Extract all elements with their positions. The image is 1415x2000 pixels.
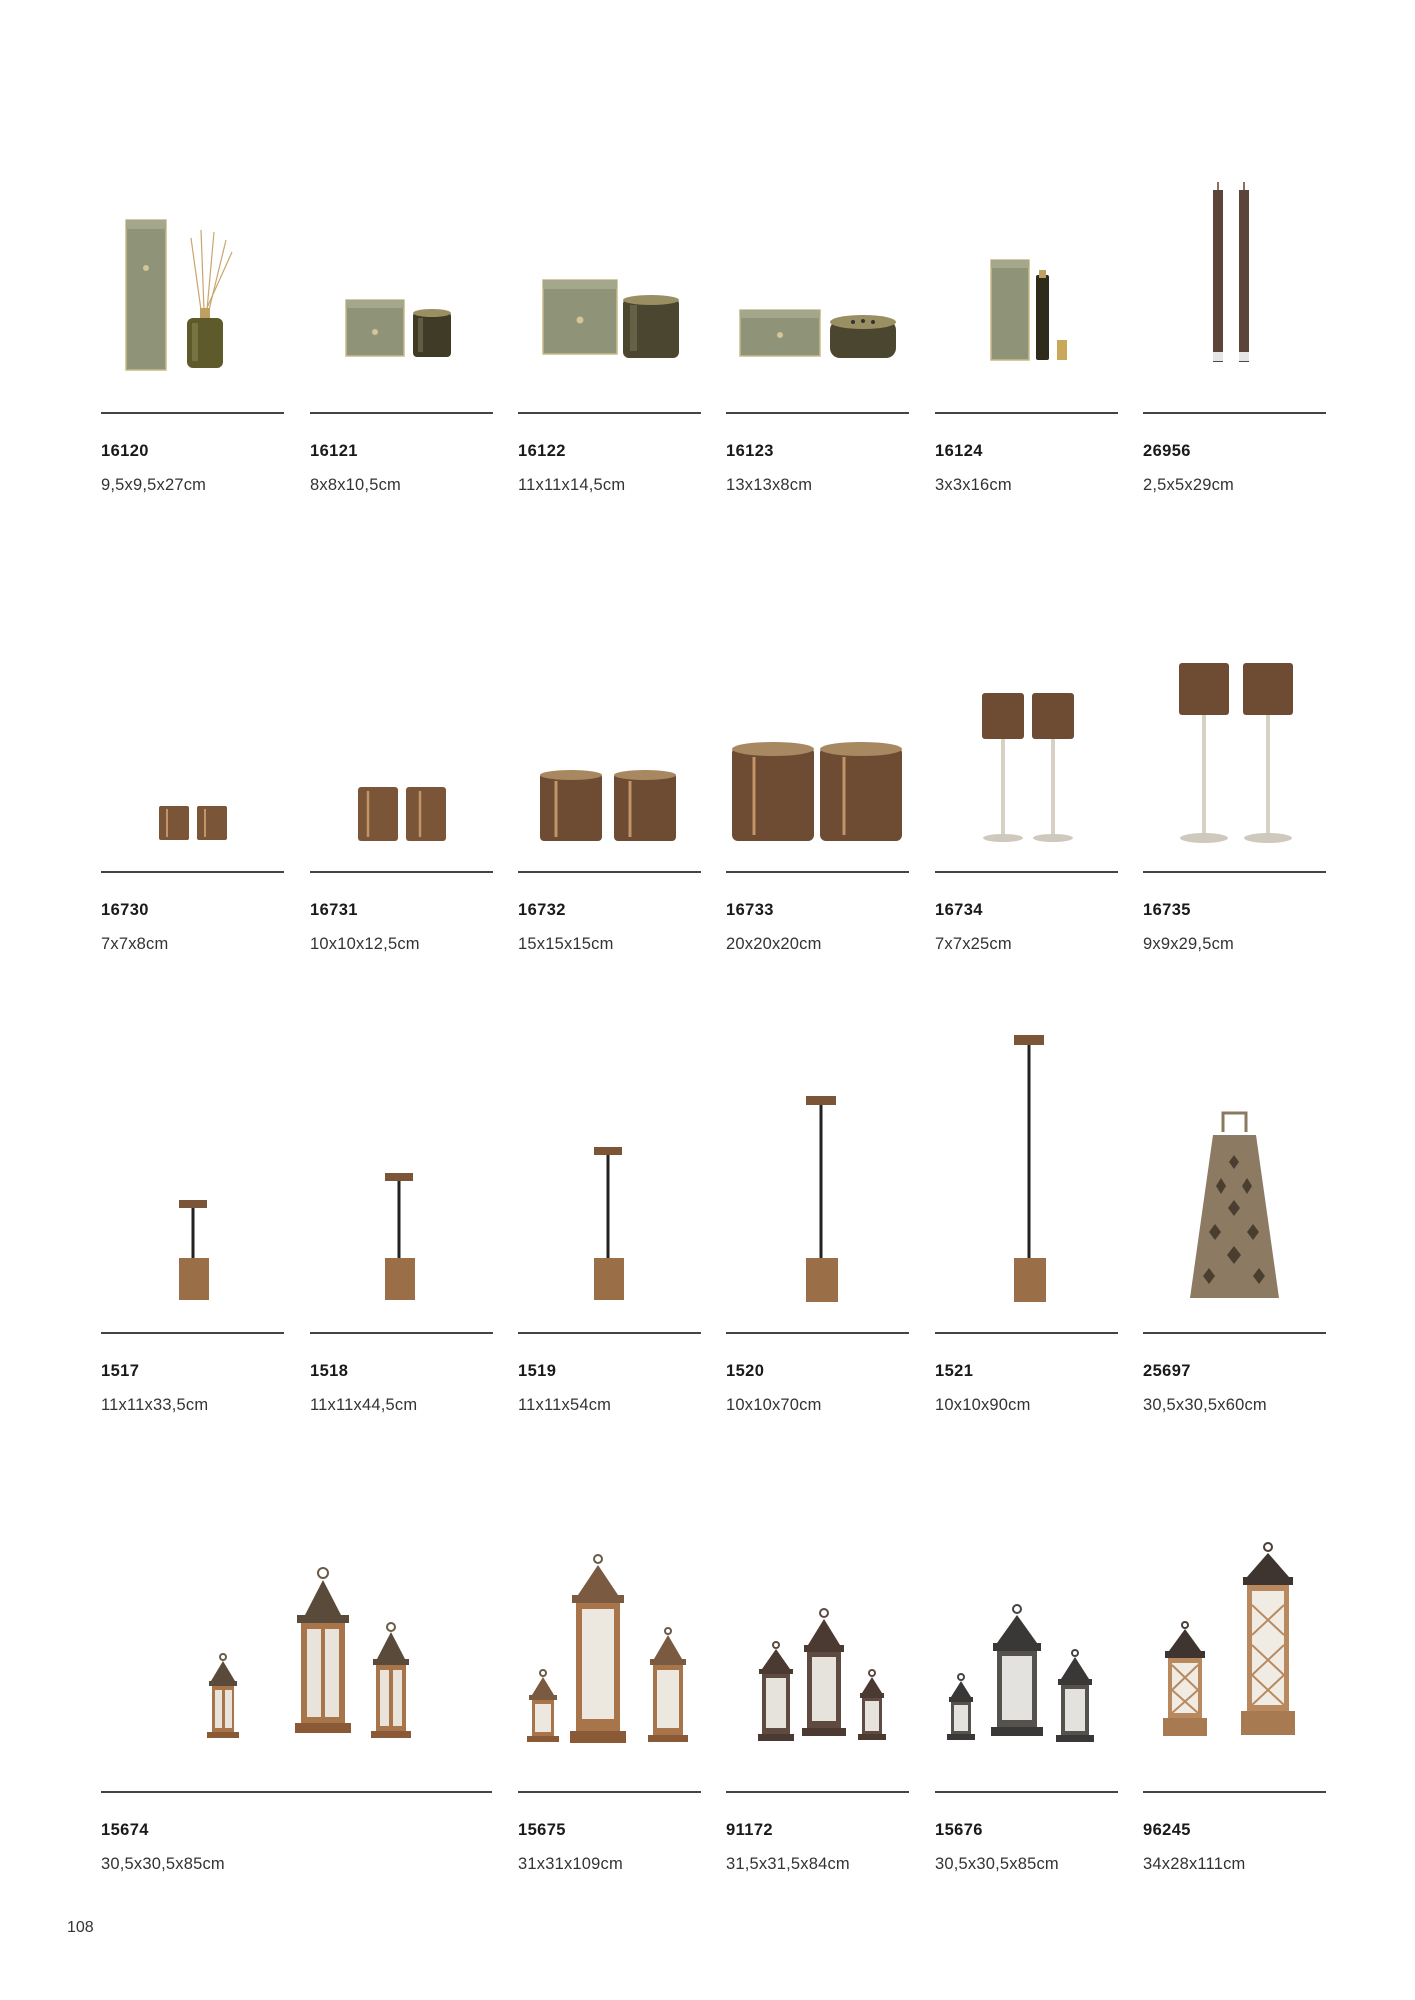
product-1519 <box>518 1020 701 1414</box>
product-divider <box>310 412 493 414</box>
product-15675 <box>518 1535 701 1885</box>
product-dimensions: 2,5x5x29cm <box>1143 476 1234 494</box>
product-code: 1518 <box>310 1362 349 1380</box>
lattice-lantern-set-icon <box>1143 1535 1326 1791</box>
product-code: 96245 <box>1143 1821 1191 1839</box>
product-dimensions: 11x11x44,5cm <box>310 1396 418 1414</box>
dark-lantern-set-icon <box>726 1535 909 1791</box>
product-code: 1521 <box>935 1362 974 1380</box>
product-code: 16730 <box>101 901 149 919</box>
product-divider <box>101 412 284 414</box>
product-code: 91172 <box>726 1821 773 1839</box>
product-divider <box>935 1791 1118 1793</box>
candle-box-wide-icon <box>726 180 909 380</box>
product-dimensions: 8x8x10,5cm <box>310 476 401 494</box>
grey-lantern-set-icon <box>935 1535 1118 1791</box>
product-26956 <box>1143 180 1326 494</box>
product-divider <box>518 412 701 414</box>
product-dimensions: 9x9x29,5cm <box>1143 935 1234 953</box>
candle-box-small-icon <box>310 180 493 380</box>
product-divider <box>1143 1332 1326 1334</box>
candle-holders-large-icon <box>726 641 909 871</box>
product-16123 <box>726 180 909 494</box>
product-1517 <box>101 1020 284 1414</box>
product-divider <box>101 871 284 873</box>
pillar-candlestick-icon <box>310 1020 493 1332</box>
product-16731 <box>310 641 493 951</box>
product-code: 16123 <box>726 442 774 460</box>
pillar-candlestick-icon <box>101 1020 284 1332</box>
diffuser-box-icon <box>101 180 284 380</box>
product-divider <box>518 1332 701 1334</box>
product-code: 16124 <box>935 442 983 460</box>
pillar-candlestick-icon <box>518 1020 701 1332</box>
product-code: 1520 <box>726 1362 765 1380</box>
product-divider <box>935 871 1118 873</box>
product-16121 <box>310 180 493 494</box>
tealight-holders-icon <box>101 641 284 871</box>
product-divider <box>1143 1791 1326 1793</box>
product-dimensions: 20x20x20cm <box>726 935 822 953</box>
product-code: 15676 <box>935 1821 983 1839</box>
product-dimensions: 11x11x54cm <box>518 1396 612 1414</box>
product-divider <box>310 871 493 873</box>
product-16730 <box>101 641 284 951</box>
product-divider <box>518 871 701 873</box>
product-code: 16120 <box>101 442 149 460</box>
wooden-lantern-set-icon <box>518 1535 701 1791</box>
product-code: 1517 <box>101 1362 140 1380</box>
candle-box-medium-icon <box>518 180 701 380</box>
wooden-lantern-set-icon <box>101 1535 492 1791</box>
product-1518 <box>310 1020 493 1414</box>
product-1520 <box>726 1020 909 1414</box>
product-code: 15674 <box>101 1821 149 1839</box>
product-code: 16733 <box>726 901 774 919</box>
product-dimensions: 7x7x25cm <box>935 935 1012 953</box>
page-number: 108 <box>67 1919 94 1936</box>
product-dimensions: 31,5x31,5x84cm <box>726 1855 850 1873</box>
product-dimensions: 7x7x8cm <box>101 935 169 953</box>
product-divider <box>726 871 909 873</box>
taper-candles-icon <box>1143 180 1326 380</box>
product-15674 <box>101 1535 492 1885</box>
product-96245 <box>1143 1535 1326 1885</box>
product-16732 <box>518 641 701 951</box>
product-dimensions: 9,5x9,5x27cm <box>101 476 207 494</box>
product-code: 16122 <box>518 442 566 460</box>
product-16735 <box>1143 641 1326 951</box>
product-dimensions: 30,5x30,5x85cm <box>101 1855 225 1873</box>
product-dimensions: 34x28x111cm <box>1143 1855 1246 1873</box>
product-divider <box>518 1791 701 1793</box>
product-code: 26956 <box>1143 442 1191 460</box>
stemmed-holders-tall-icon <box>1143 641 1326 871</box>
product-code: 16121 <box>310 442 358 460</box>
product-dimensions: 15x15x15cm <box>518 935 614 953</box>
product-dimensions: 30,5x30,5x85cm <box>935 1855 1059 1873</box>
product-dimensions: 11x11x14,5cm <box>518 476 626 494</box>
product-16733 <box>726 641 909 951</box>
product-dimensions: 3x3x16cm <box>935 476 1012 494</box>
product-divider <box>726 1791 909 1793</box>
product-dimensions: 30,5x30,5x60cm <box>1143 1396 1267 1414</box>
product-code: 16735 <box>1143 901 1191 919</box>
pillar-candlestick-icon <box>935 1020 1118 1332</box>
tealight-holders-icon <box>310 641 493 871</box>
product-code: 15675 <box>518 1821 566 1839</box>
product-code: 25697 <box>1143 1362 1191 1380</box>
product-91172 <box>726 1535 909 1885</box>
product-divider <box>1143 871 1326 873</box>
product-16120 <box>101 180 284 494</box>
product-1521 <box>935 1020 1118 1414</box>
product-divider <box>935 1332 1118 1334</box>
product-dimensions: 10x10x90cm <box>935 1396 1031 1414</box>
product-dimensions: 10x10x12,5cm <box>310 935 420 953</box>
product-code: 16731 <box>310 901 358 919</box>
pillar-candlestick-icon <box>726 1020 909 1332</box>
product-16122 <box>518 180 701 494</box>
product-15676 <box>935 1535 1118 1885</box>
product-code: 1519 <box>518 1362 557 1380</box>
product-divider <box>310 1332 493 1334</box>
product-dimensions: 31x31x109cm <box>518 1855 623 1873</box>
product-divider <box>101 1791 492 1793</box>
room-spray-box-icon <box>935 180 1118 380</box>
product-dimensions: 11x11x33,5cm <box>101 1396 209 1414</box>
product-dimensions: 13x13x8cm <box>726 476 813 494</box>
candle-holders-icon <box>518 641 701 871</box>
product-code: 16734 <box>935 901 983 919</box>
product-code: 16732 <box>518 901 566 919</box>
product-divider <box>935 412 1118 414</box>
product-divider <box>726 412 909 414</box>
product-16734 <box>935 641 1118 951</box>
stemmed-holders-icon <box>935 641 1118 871</box>
product-25697 <box>1143 1020 1326 1414</box>
product-divider <box>101 1332 284 1334</box>
perforated-lantern-icon <box>1143 1020 1326 1332</box>
product-divider <box>1143 412 1326 414</box>
product-16124 <box>935 180 1118 494</box>
product-dimensions: 10x10x70cm <box>726 1396 822 1414</box>
product-divider <box>726 1332 909 1334</box>
